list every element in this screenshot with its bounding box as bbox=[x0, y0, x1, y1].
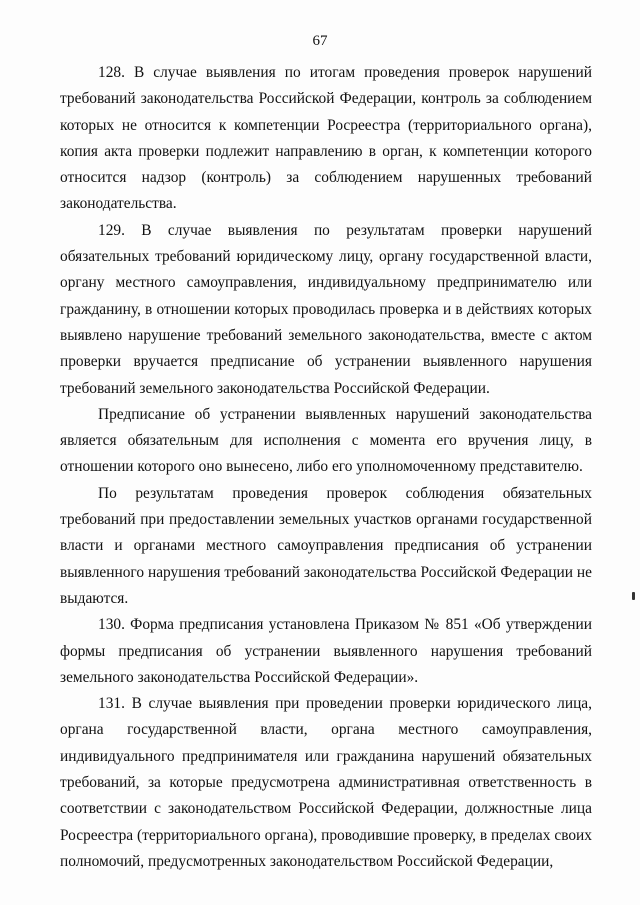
paragraph-129: 129. В случае выявления по результатам проверки нарушений обязательных требований юридическому лицу, органу государственной власти, органу местного самоуправления, индивидуальному предпринимателю или гражданину, в отношении которых проводилась проверка и в действиях которых выявлено нарушение требований земельного законодательства, вместе с актом проверки вручается предписание об устранении выявленного нарушения требований земельного законодательства Российской Федерации. bbox=[60, 221, 592, 397]
paragraph-prescription-obligation: Предписание об устранении выявленных нарушений законодательства является обязательным для исполнения с момента его вручения лицу, в отношении которого оно вынесено, либо его уполномоченному представителю. bbox=[60, 405, 592, 476]
page-number: 67 bbox=[312, 33, 328, 49]
paragraph-128: 128. В случае выявления по итогам проведения проверок нарушений требований законодательства Российской Федерации, контроль за соблюдением которых не относится к компетенции Росреестра (территориального органа), копия акта проверки подлежит направлению в орган, к компетенции которого относится надзор (контроль) за соблюдением нарушенных требований законодательства. bbox=[60, 64, 592, 213]
document-body bbox=[60, 60, 592, 875]
paragraph-no-prescription: По результатам проведения проверок соблюдения обязательных требований при предоставлении земельных участков органами государственной власти и органами местного самоуправления предписания об устранении выявленного нарушения требований законодательства Российской Федерации не выдаются. bbox=[60, 484, 592, 607]
paragraph-131: 131. В случае выявления при проведении проверки юридического лица, органа государственной власти, органа местного самоуправления, индивидуального предпринимателя или гражданина нарушений обязательных требований, за которые предусмотрена административная ответственность в соответствии с законодательством Российской Федерации, должностные лица Росреестра (территориального органа), проводившие проверку, в пределах своих полномочий, предусмотренных законодательством Российской Федерации, bbox=[60, 695, 592, 870]
paragraph-130: 130. Форма предписания установлена Приказом № 851 «Об утверждении формы предписания об устранении выявленного нарушения требований земельного законодательства Российской Федерации». bbox=[60, 616, 592, 686]
scan-edge-mark bbox=[632, 592, 635, 600]
